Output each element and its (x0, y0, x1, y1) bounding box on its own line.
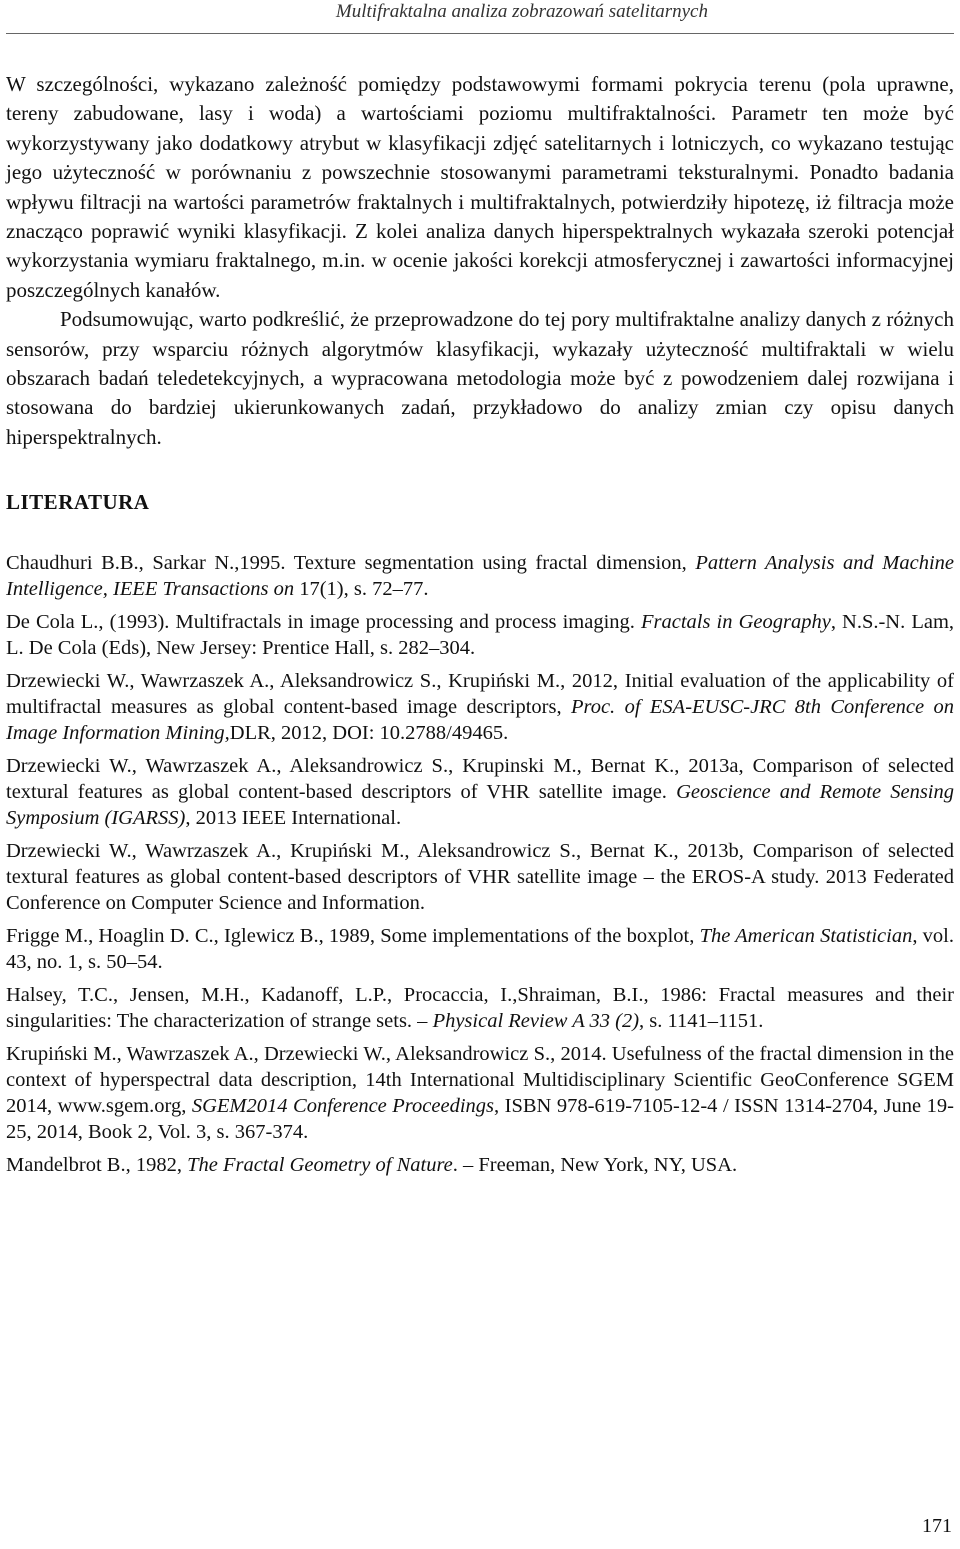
reference-tail: , 2013 IEEE International. (185, 807, 402, 830)
reference-source: Physical Review A 33 (2) (432, 1010, 640, 1033)
reference-source: Geoscience and Remote Sensing Symposium (IGARSS) (6, 781, 955, 830)
reference-source: Pattern Analysis and Machine Intelligence, IEEE Transactions on (6, 552, 954, 601)
page-number: 171 (922, 1515, 952, 1537)
reference-item (6, 550, 954, 602)
reference-text: Frigge M., Hoaglin D. C., Iglewicz B., 1989, Some implementations of the boxplot, (6, 925, 700, 948)
reference-source: Proc. of ESA-EUSC-JRC 8th Conference on Image Information Mining, (6, 696, 955, 745)
reference-tail: , N.S.-N. Lam, L. De Cola (Eds), New Jersey: Prentice Hall, s. 282–304. (6, 611, 955, 660)
reference-tail: 17(1), s. 72–77. (294, 578, 429, 601)
reference-item (6, 982, 954, 1034)
reference-item (6, 609, 954, 661)
reference-text: Krupiński M., Wawrzaszek A., Drzewiecki W., Aleksandrowicz S., 2014. Usefulness of the fractal dimension in the context of hyperspectral data description, 14th International Multidisciplinary Scientific GeoConference SGEM 2014, www.sgem.org, (6, 1043, 954, 1118)
running-title: Multifraktalna analiza zobrazowań satelitarnych (335, 1, 708, 22)
reference-item (6, 753, 954, 831)
reference-tail: , vol. 43, no. 1, s. 50–54. (6, 925, 954, 974)
reference-source: The Fractal Geometry of Nature (187, 1154, 453, 1177)
reference-item (6, 923, 954, 975)
reference-tail: . – Freeman, New York, NY, USA. (452, 1154, 738, 1177)
reference-text: Drzewiecki W., Wawrzaszek A., Aleksandrowicz S., Krupinski M., Bernat K., 2013a, Comparison of selected textural features as global content-based descriptors of VHR satellite image. (6, 755, 954, 804)
reference-item (6, 1152, 954, 1178)
page-body (6, 70, 954, 1185)
reference-text: Drzewiecki W., Wawrzaszek A., Aleksandrowicz S., Krupiński M., 2012, Initial evaluation of the applicability of multifractal measures as global content-based image descriptors, (6, 670, 954, 719)
reference-source: Fractals in Geography (641, 611, 831, 634)
reference-tail: , ISBN 978-619-7105-12-4 / ISSN 1314-2704, June 19-25, 2014, Book 2, Vol. 3, s. 367-374. (6, 1095, 955, 1144)
reference-tail: DLR, 2012, DOI: 10.2788/49465. (229, 722, 509, 745)
reference-text: Drzewiecki W., Wawrzaszek A., Krupiński M., Aleksandrowicz S., Bernat K., 2013b, Comparison of selected textural features as global content-based descriptors of VHR satellite image – the EROS-A study. 2013 Federated Conference on Computer Science and Information. (6, 840, 954, 915)
reference-source: SGEM2014 Conference Proceedings (191, 1095, 494, 1118)
reference-item (6, 1041, 954, 1145)
header-rule (6, 33, 954, 34)
reference-tail: , s. 1141–1151. (639, 1010, 764, 1033)
body-paragraph-2: Podsumowując, warto podkreślić, że przeprowadzone do tej pory multifraktalne analizy danych z różnych sensorów, przy wsparciu różnych algorytmów klasyfikacji, wykazały użyteczność multifraktali w wielu obszarach badań teledetekcyjnych, a wypracowana metodologia może być z powodzeniem dalej rozwijana i stosowana do bardziej ukierunkowanych zadań, przykładowo do analizy zmian czy opisu danych hiperspektralnych. (6, 307, 954, 449)
reference-item (6, 668, 954, 746)
reference-item (6, 838, 954, 916)
reference-text: Halsey, T.C., Jensen, M.H., Kadanoff, L.P., Procaccia, I.,Shraiman, B.I., 1986: Fractal measures and their singularities: The characterization of strange sets. – (6, 984, 954, 1033)
reference-text: Chaudhuri B.B., Sarkar N.,1995. Texture segmentation using fractal dimension, (6, 552, 696, 575)
reference-text: Mandelbrot B., 1982, (6, 1154, 188, 1177)
literature-heading: LITERATURA (6, 490, 150, 515)
body-paragraph-1: W szczególności, wykazano zależność pomiędzy podstawowymi formami pokrycia terenu (pola uprawne, tereny zabudowane, lasy i woda) a wartościami poziomu multifraktalności. Parametr ten może być wykorzystywany jako dodatkowy atrybut w klasyfikacji zdjęć satelitarnych i lotniczych, co wykazano testując jego użyteczność w porównaniu z powszechnie stosowanymi parametrami teksturalnymi. Ponadto badania wpływu filtracji na wartości parametrów fraktalnych i multifraktalnych, potwierdziły hipotezę, iż filtracja może znacząco poprawić wyniki klasyfikacji. Z kolei analiza danych hiperspektralnych wykazała szeroki potencjał wykorzystania wymiaru fraktalnego, m.in. w ocenie jakości korekcji atmosferycznej i zawartości informacyjnej poszczególnych kanałów. (6, 72, 954, 302)
reference-text: De Cola L., (1993). Multifractals in image processing and process imaging. (6, 611, 642, 634)
reference-source: The American Statistician (699, 925, 913, 948)
running-header (0, 0, 960, 24)
reference-list (6, 550, 954, 1178)
